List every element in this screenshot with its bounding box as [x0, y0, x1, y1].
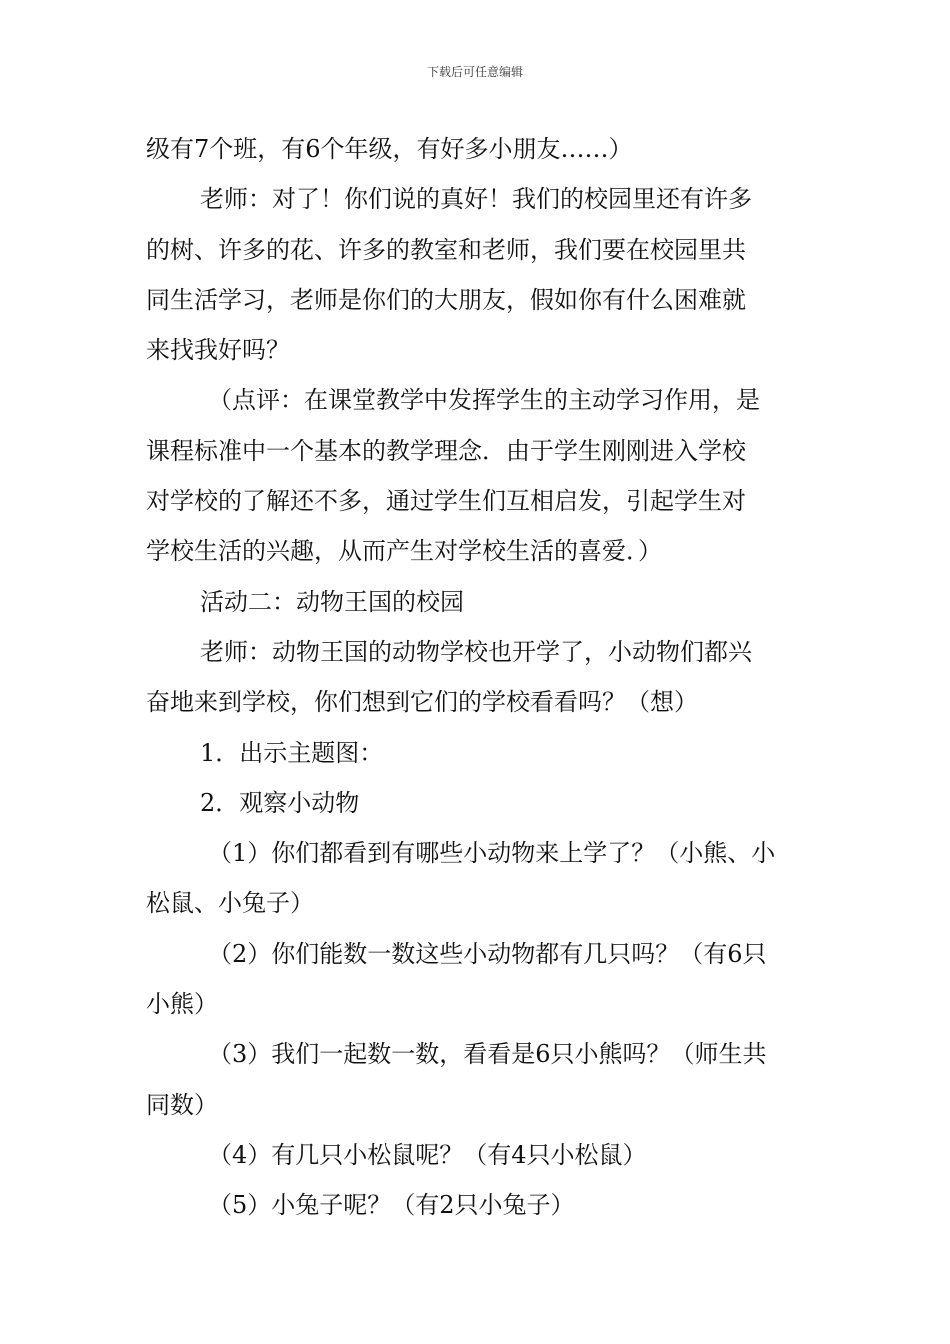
- text-line: 老师：动物王国的动物学校也开学了，小动物们都兴: [200, 637, 752, 666]
- text-line: 同数）: [146, 1090, 218, 1119]
- text-line: 松鼠、小兔子）: [146, 889, 314, 918]
- text-line: （点评：在课堂教学中发挥学生的主动学习作用，是: [208, 386, 760, 415]
- question-line: （3）我们一起数一数，看看是6只小熊吗？（师生共: [208, 1040, 767, 1069]
- text-line: 老师：对了！你们说的真好！我们的校园里还有许多: [200, 185, 752, 214]
- text-line: 的树、许多的花、许多的教室和老师，我们要在校园里共: [146, 235, 746, 264]
- document-body: [146, 124, 808, 1231]
- page-header: 下载后可任意编辑: [426, 65, 523, 79]
- question-line: （5）小兔子呢？（有2只小兔子）: [208, 1191, 575, 1220]
- text-line: 小熊）: [146, 990, 218, 1019]
- text-line: 课程标准中一个基本的教学理念．由于学生刚刚进入学校: [146, 436, 746, 465]
- text-line: 对学校的了解还不多，通过学生们互相启发，引起学生对: [146, 487, 746, 516]
- section-heading: 活动二：动物王国的校园: [200, 587, 464, 616]
- text-line: 奋地来到学校，你们想到它们的学校看看吗？（想）: [146, 688, 698, 717]
- text-line: 同生活学习，老师是你们的大朋友，假如你有什么困难就: [146, 285, 746, 314]
- question-line: （2）你们能数一数这些小动物都有几只吗？（有6只: [208, 939, 767, 968]
- text-line: 学校生活的兴趣，从而产生对学校生活的喜爱．）: [146, 537, 662, 566]
- text-line: 来找我好吗？: [146, 336, 290, 365]
- list-item: 2．观察小动物: [200, 788, 360, 817]
- list-item: 1．出示主题图：: [200, 738, 384, 767]
- question-line: （4）有几只小松鼠呢？（有4只小松鼠）: [208, 1140, 647, 1169]
- question-line: （1）你们都看到有哪些小动物来上学了？（小熊、小: [208, 839, 776, 868]
- text-line: 级有7个班，有6个年级，有好多小朋友……）: [146, 135, 633, 163]
